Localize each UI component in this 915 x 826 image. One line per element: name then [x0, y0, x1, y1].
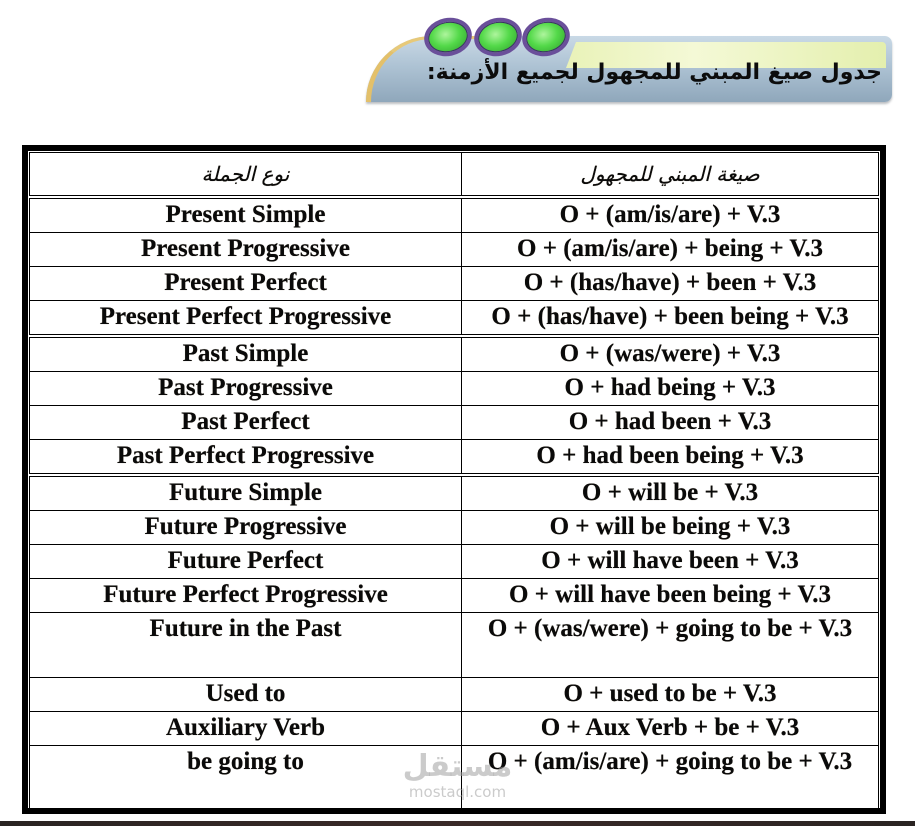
watermark-latin: mostaql.com	[408, 783, 507, 801]
tense-cell: be going to	[30, 746, 462, 811]
tense-cell: Past Progressive	[30, 372, 462, 406]
header-sentence-type: نوع الجملة	[30, 153, 462, 198]
section-banner	[366, 14, 894, 104]
table-row	[30, 301, 879, 337]
table-row	[30, 406, 879, 440]
tense-cell: Present Perfect Progressive	[30, 301, 462, 337]
form-cell: O + will be + V.3	[462, 475, 879, 511]
form-cell: O + had being + V.3	[462, 372, 879, 406]
tense-cell: Auxiliary Verb	[30, 712, 462, 746]
tense-cell: Present Progressive	[30, 233, 462, 267]
tense-cell: Past Simple	[30, 336, 462, 372]
form-cell: O + will have been being + V.3	[462, 579, 879, 613]
form-cell: O + (am/is/are) + V.3	[462, 197, 879, 233]
table-row	[30, 336, 879, 372]
table-row	[30, 746, 879, 811]
table-row	[30, 579, 879, 613]
tense-cell: Future Simple	[30, 475, 462, 511]
table-header-row	[30, 153, 879, 198]
form-cell: O + (has/have) + been + V.3	[462, 267, 879, 301]
form-cell: O + had been + V.3	[462, 406, 879, 440]
form-cell: O + (am/is/are) + going to be + V.3	[462, 746, 879, 811]
table-row	[30, 475, 879, 511]
header-passive-form: صيغة المبني للمجهول	[462, 153, 879, 198]
form-cell: O + (am/is/are) + being + V.3	[462, 233, 879, 267]
table-row	[30, 372, 879, 406]
tense-cell: Past Perfect Progressive	[30, 440, 462, 476]
tense-cell: Future Perfect	[30, 545, 462, 579]
form-cell: O + will be being + V.3	[462, 511, 879, 545]
tense-cell: Future Perfect Progressive	[30, 579, 462, 613]
tense-cell: Future Progressive	[30, 511, 462, 545]
form-cell: O + Aux Verb + be + V.3	[462, 712, 879, 746]
table-row	[30, 440, 879, 476]
bottom-dark-strip	[0, 821, 915, 826]
tense-cell: Used to	[30, 678, 462, 712]
banner-title: جدول صيغ المبني للمجهول لجميع الأزمنة:	[426, 60, 882, 85]
table-row	[30, 197, 879, 233]
table-frame-inner	[28, 151, 880, 808]
tense-cell: Present Perfect	[30, 267, 462, 301]
tense-cell: Present Simple	[30, 197, 462, 233]
form-cell: O + (has/have) + been being + V.3	[462, 301, 879, 337]
tense-cell: Future in the Past	[30, 613, 462, 678]
form-cell: O + will have been + V.3	[462, 545, 879, 579]
passive-voice-table	[29, 152, 879, 811]
table-row	[30, 511, 879, 545]
table-row	[30, 613, 879, 678]
form-cell: O + had been being + V.3	[462, 440, 879, 476]
tense-cell: Past Perfect	[30, 406, 462, 440]
table-row	[30, 233, 879, 267]
table-row	[30, 678, 879, 712]
form-cell: O + used to be + V.3	[462, 678, 879, 712]
form-cell: O + (was/were) + going to be + V.3	[462, 613, 879, 678]
form-cell: O + (was/were) + V.3	[462, 336, 879, 372]
table-row	[30, 267, 879, 301]
table-frame	[22, 145, 886, 814]
table-row	[30, 712, 879, 746]
table-row	[30, 545, 879, 579]
watermark-arabic: مستقل	[402, 749, 513, 784]
